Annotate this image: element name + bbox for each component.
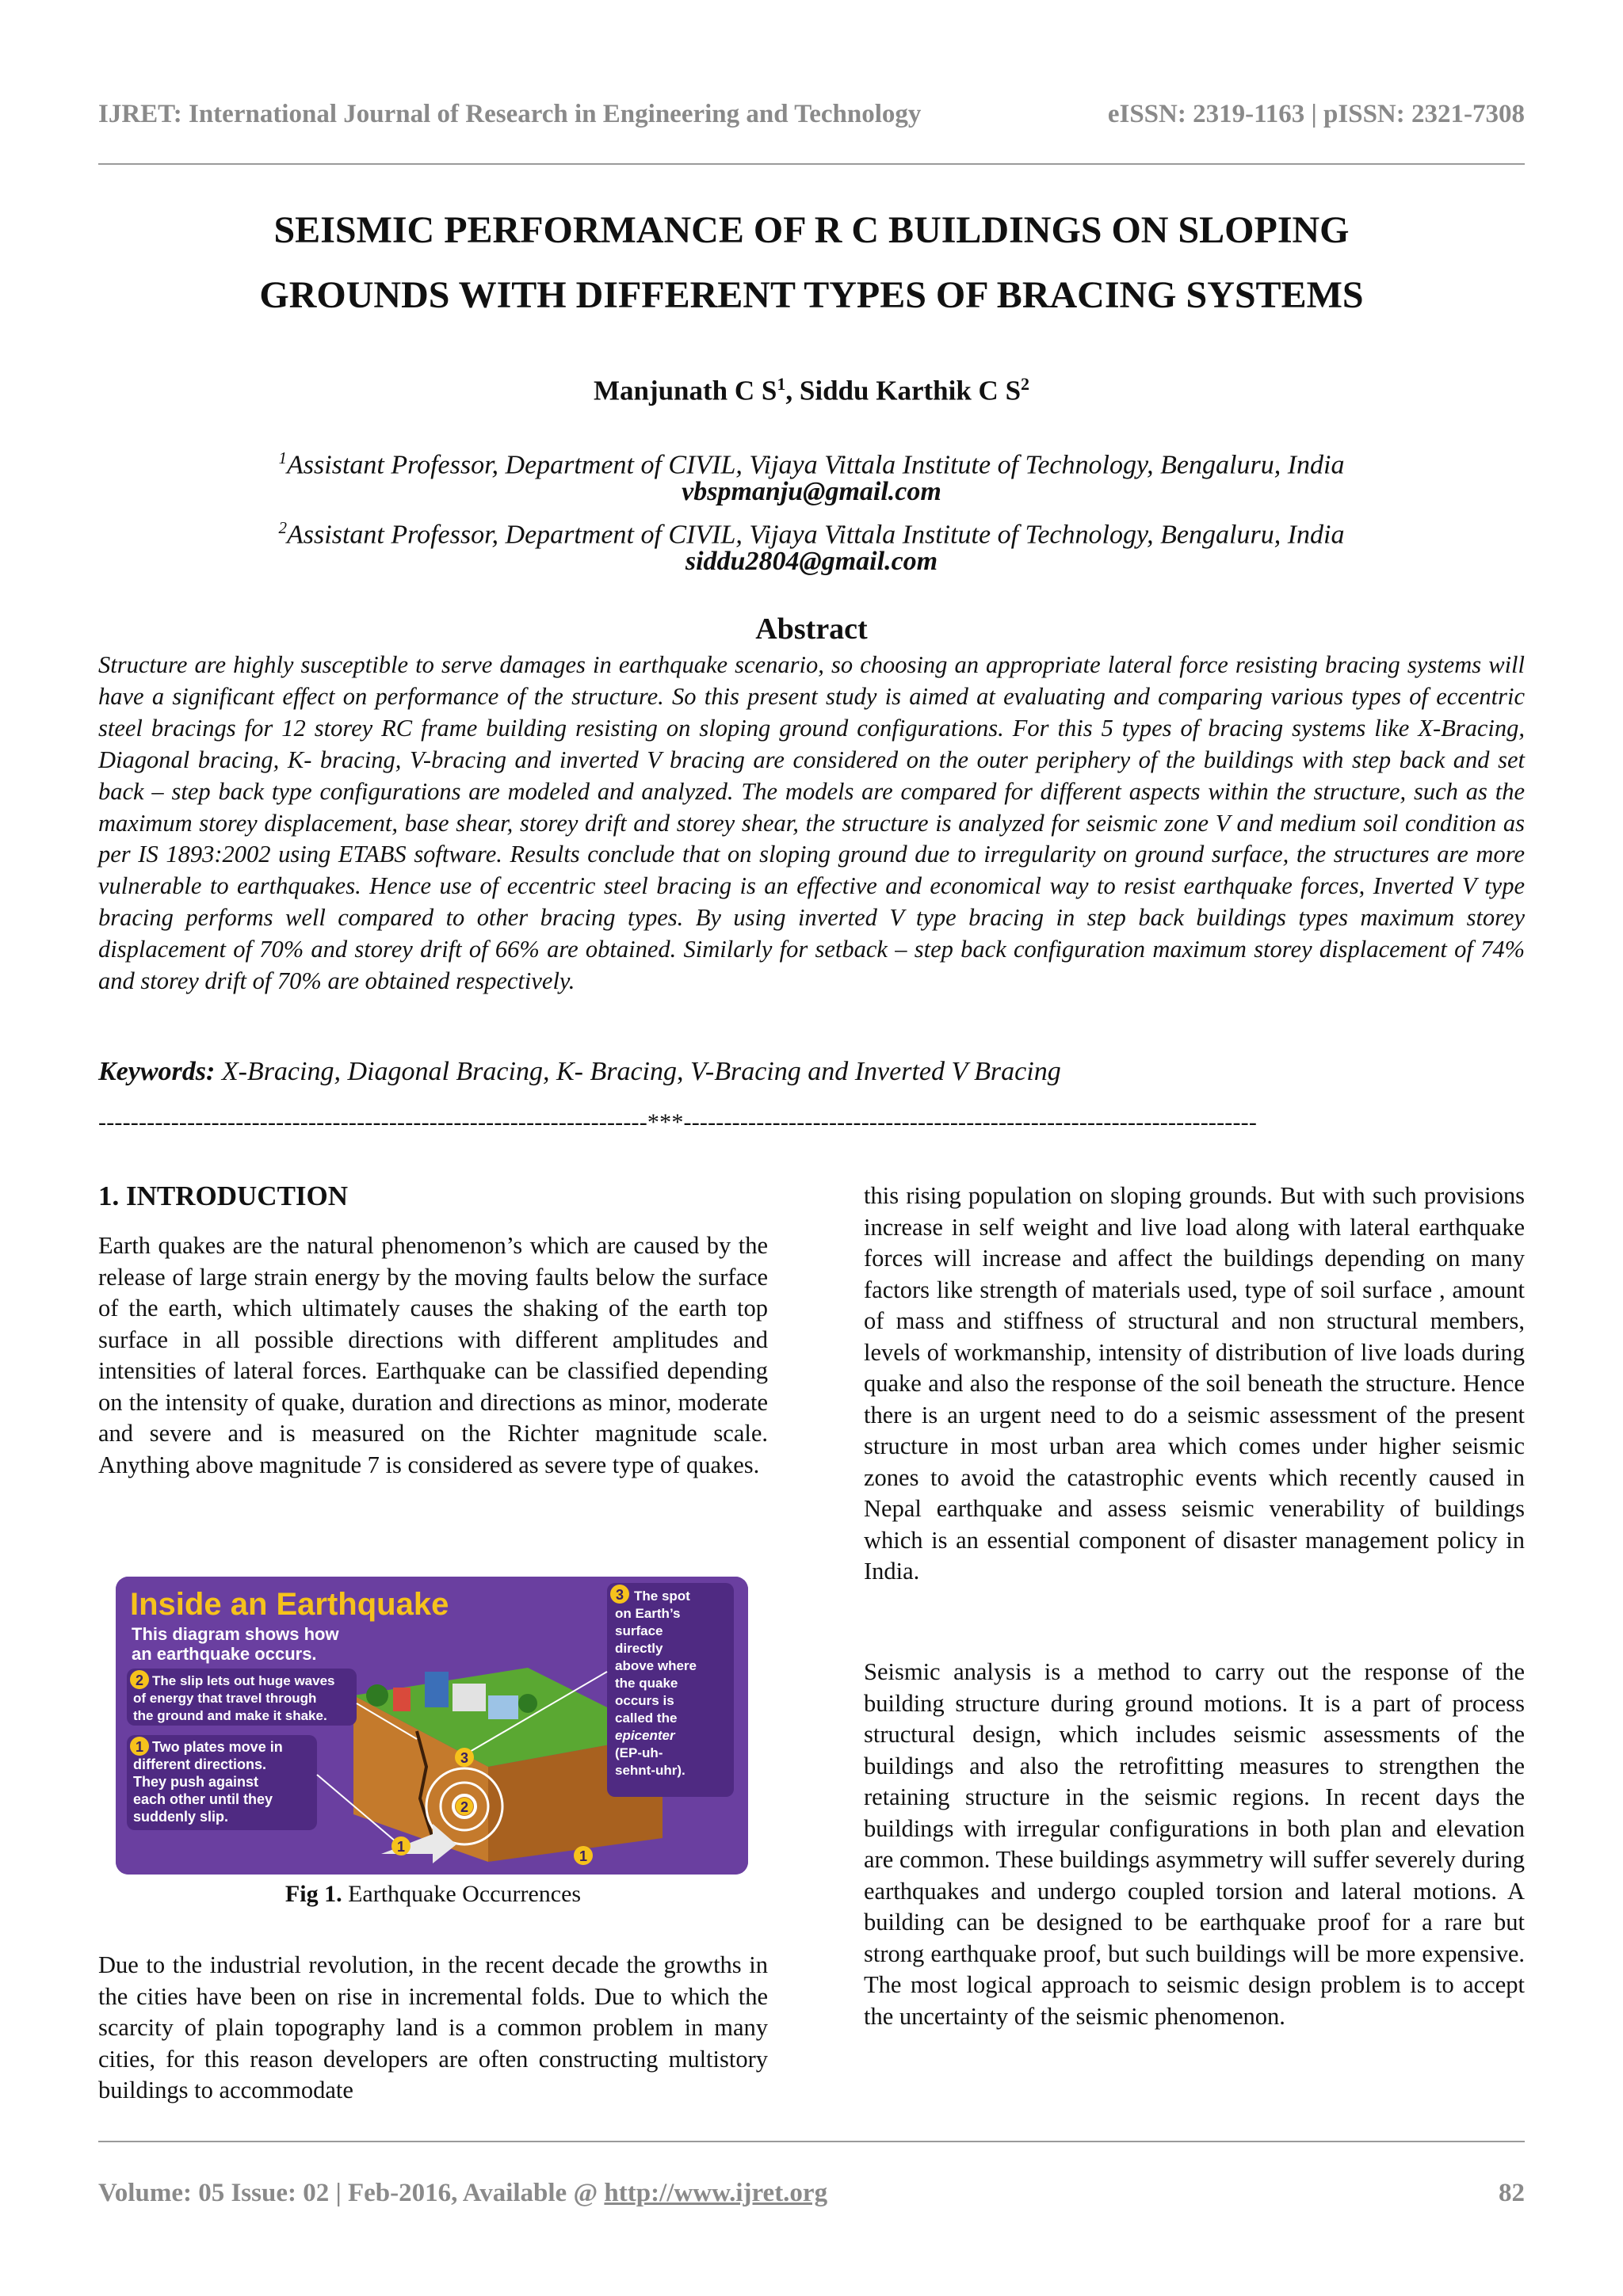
intro-paragraph-1: Earth quakes are the natural phenomenon’s which are caused by the release of large strain energy by the moving faults below the surface of the earth, which ultimately causes the shaking of the earth top surface in all possible directions with different amplitudes and intensities of lateral forces. Earthquake can be classified depending on the intensity of quake, duration and directions as minor, moderate and severe and is measured on the Richter magnitude scale. Anything above magnitude 7 is considered as severe type of quakes. bbox=[98, 1232, 768, 1478]
note-2-number: 2 bbox=[136, 1672, 144, 1688]
author-1-sup: 1 bbox=[777, 374, 786, 394]
footer-text: Volume: 05 Issue: 02 | Feb-2016, Available @ bbox=[98, 2179, 605, 2207]
affiliation-2-text: Assistant Professor, Department of CIVIL, Vijaya Vittala Institute of Technology, Bengaluru, India bbox=[287, 520, 1345, 550]
email-1[interactable]: vbspmanju@gmail.com bbox=[682, 477, 941, 506]
author-2: Siddu Karthik C S bbox=[799, 375, 1022, 406]
note-3-number: 3 bbox=[616, 1587, 624, 1603]
author-2-sup: 2 bbox=[1021, 374, 1030, 394]
intro-paragraph-3: this rising population on sloping grounds. But with such provisions increase in self weight and live load along with lateral earthquake forces will increase and affect the buildings depending on many factors like strength of materials used, type of soil surface , amount of mass and stiffness of structural and non structural members, levels of workmanship, intensity of distribution of live loads during quake and also the response of the soil beneath the structure. Hence there is an urgent need to do a seismic assessment of the present structure in most urban area which comes under higher seismic zones to avoid the catastrophic events which recently caused in Nepal earthquake and assess seismic venerability of buildings which is an essential component of disaster management policy in India. bbox=[864, 1182, 1525, 1585]
note-3-line-10: (EP-uh- bbox=[615, 1745, 663, 1760]
note-1-line-5: suddenly slip. bbox=[133, 1809, 229, 1825]
note-3-line-2: on Earth’s bbox=[615, 1606, 681, 1621]
header-rule bbox=[98, 163, 1525, 165]
note-1-line-3: They push against bbox=[133, 1774, 259, 1790]
intro-paragraph-2: Due to the industrial revolution, in the recent decade the growths in the cities have been on rise in incremental folds. Due to which the scarcity of plain topography land is a common problem in many cities, for this reason developers are often constructing multistory buildings to accommodate bbox=[98, 1951, 768, 2103]
note-2-line-1: The slip lets out huge waves bbox=[152, 1673, 335, 1688]
note-3-line-5: above where bbox=[615, 1658, 697, 1673]
author-1: Manjunath C S bbox=[593, 375, 777, 406]
author-separator: , bbox=[785, 375, 800, 406]
email-2[interactable]: siddu2804@gmail.com bbox=[685, 547, 938, 576]
note-3-line-4: directly bbox=[615, 1641, 663, 1656]
marker-2-number: 2 bbox=[460, 1799, 469, 1815]
note-3-line-7: occurs is bbox=[615, 1693, 674, 1708]
intro-paragraph-4: Seismic analysis is a method to carry out the response of the building structure during ground motions. It is a part of process structural design, which includes seismic assessments of the buildings and also the retrofitting measures to strengthen the retaining structure in the seismic regions. In recent days the buildings with irregular configurations in both plan and elevation are common. These buildings asymmetry will suffer severely during earthquakes and undergo coupled torsion and lateral motions. A building can be designed to be earthquake proof for a rare but strong earthquake proof, but such buildings will be more expensive. The most logical approach to seismic design problem is to accept the uncertainty of the seismic phenomenon. bbox=[864, 1658, 1525, 2030]
marker-1a-number: 1 bbox=[397, 1839, 406, 1855]
paper-title bbox=[98, 198, 1525, 328]
section-heading-introduction: 1. INTRODUCTION bbox=[98, 1180, 349, 1211]
note-3-line-9: epicenter bbox=[615, 1728, 675, 1743]
figure-subtitle-1: This diagram shows how bbox=[132, 1624, 339, 1644]
title-line-1: SEISMIC PERFORMANCE OF R C BUILDINGS ON SLOPING bbox=[273, 209, 1350, 251]
keywords-text: X-Bracing, Diagonal Bracing, K- Bracing, V-Bracing and Inverted V Bracing bbox=[215, 1057, 1061, 1086]
abstract-text: Structure are highly susceptible to serve damages in earthquake scenario, so choosing an appropriate lateral force resisting bracing systems will have a significant effect on performance of the structure. So this present study is aimed at evaluating and comparing various types of eccentric steel bracings for 12 storey RC frame building resisting on sloping ground configurations. For this 5 types of bracing systems like X-Bracing, Diagonal bracing, K- bracing, V-bracing and inverted V bracing are considered on the outer periphery of the buildings with step back and set back – step back type configurations are modeled and analyzed. The models are compared for different aspects within the structure, such as the maximum storey displacement, base shear, storey drift and storey shear, the structure is analyzed for seismic zone V and medium soil condition as per IS 1893:2002 using ETABS software. Results conclude that on sloping ground due to irregularity on ground surface, the structures are more vulnerable to earthquakes. Hence use of eccentric steel bracing is an effective and economical way to resist earthquake forces, Inverted V type bracing performs well compared to other bracing types. By using inverted V type bracing in step back buildings types maximum storey displacement of 70% and storey drift of 66% are obtained. Similarly for setback – step back configuration maximum storey displacement of 74% and storey drift of 70% are obtained respectively. bbox=[98, 651, 1525, 995]
footer-volume-info bbox=[98, 2179, 827, 2208]
note-3-line-8: called the bbox=[615, 1711, 678, 1726]
note-1-line-4: each other until they bbox=[133, 1791, 273, 1807]
title-line-2: GROUNDS WITH DIFFERENT TYPES OF BRACING SYSTEMS bbox=[259, 274, 1364, 316]
note-1-line-1: Two plates move in bbox=[152, 1739, 283, 1755]
abstract-heading: Abstract bbox=[755, 612, 868, 646]
affiliation-1-sup: 1 bbox=[278, 448, 288, 467]
note-2-line-3: the ground and make it shake. bbox=[133, 1708, 327, 1723]
keywords-label: Keywords: bbox=[98, 1057, 216, 1086]
section-separator: --------------------------------------------------------------------***----------------------------------------------------------------------- bbox=[98, 1109, 1258, 1135]
figure-caption-text: Earthquake Occurrences bbox=[342, 1881, 582, 1907]
authors bbox=[98, 374, 1525, 407]
page-number: 82 bbox=[1499, 2179, 1525, 2207]
footer-rule bbox=[98, 2141, 1525, 2142]
figure-caption-label: Fig 1. bbox=[285, 1881, 342, 1907]
note-3-line-6: the quake bbox=[615, 1676, 678, 1691]
earthquake-figure bbox=[116, 1577, 748, 1875]
marker-1b-number: 1 bbox=[579, 1848, 588, 1864]
figure-subtitle-2: an earthquake occurs. bbox=[132, 1644, 317, 1664]
figure-title: Inside an Earthquake bbox=[130, 1587, 449, 1622]
affiliation-1-text: Assistant Professor, Department of CIVIL, Vijaya Vittala Institute of Technology, Bengaluru, India bbox=[287, 450, 1345, 480]
note-1-line-2: different directions. bbox=[133, 1756, 267, 1772]
keywords bbox=[98, 1057, 1525, 1087]
issn-info: eISSN: 2319-1163 | pISSN: 2321-7308 bbox=[1107, 100, 1525, 128]
note-3-line-1: The spot bbox=[634, 1589, 690, 1604]
note-3-line-3: surface bbox=[615, 1623, 663, 1638]
note-1-number: 1 bbox=[136, 1739, 144, 1755]
journal-link[interactable]: http://www.ijret.org bbox=[604, 2179, 828, 2207]
note-2-line-2: of energy that travel through bbox=[133, 1691, 317, 1706]
marker-3-number: 3 bbox=[460, 1750, 469, 1766]
journal-name: IJRET: International Journal of Research in Engineering and Technology bbox=[98, 100, 922, 128]
affiliation-2-sup: 2 bbox=[278, 518, 288, 537]
figure-caption bbox=[98, 1881, 768, 1908]
note-3-line-11: sehnt-uhr). bbox=[615, 1763, 685, 1778]
